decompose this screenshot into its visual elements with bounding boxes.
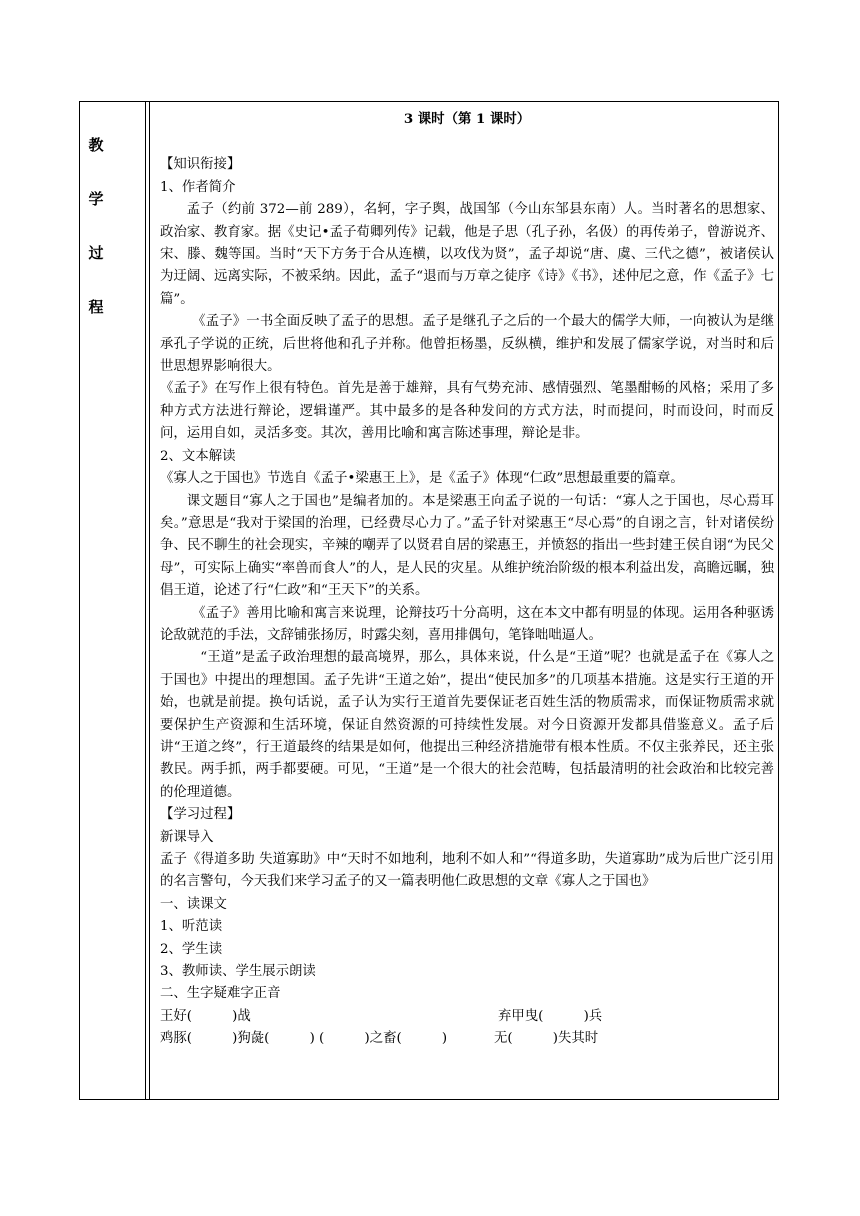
lesson-title: 3 课时（第 1 课时） — [403, 111, 531, 127]
paragraph-mencius-book: 《孟子》一书全面反映了孟子的思想。孟子是继孔子之后的一个最大的儒学大师，一向被认为是继承孔子学说的正统，后世将他和孔子并称。他曾拒杨墨，反纵横，维护和发展了儒家学说，对当时和后世思想界影响很大。 — [160, 314, 774, 375]
fill-blank-row-1 — [160, 1006, 774, 1028]
fill-blank-row-2 — [160, 1028, 774, 1050]
teaching-process-label — [80, 118, 112, 334]
paragraph-rhetoric: 《孟子》善用比喻和寓言来说理，论辩技巧十分高明，这在本文中都有明显的体现。运用各种驱诱论敌就范的手法，文辞铺张扬厉，时露尖刻，喜用排偶句，笔锋咄咄逼人。 — [160, 605, 774, 643]
subheading-author: 1、作者简介 — [160, 179, 236, 195]
paragraph-author-intro: 孟子（约前 372—前 289），名轲，字子舆，战国邹（今山东邹县东南）人。当时著名的思想家、政治家、教育家。据《史记•孟子荀卿列传》记载，他是子思（孔子孙，名伋）的再传弟子，曾游说齐、宋、滕、魏等国。当时“天下方务于合从连横，以攻伐为贤”，孟子却说“唐、虞、三代之德”，被诸侯认为迂阔、远离实际，不被采纳。因此，孟子“退而与万章之徒序《诗》《书》，述仲尼之意，作《孟子》七篇”。 — [160, 202, 774, 307]
paragraph-title-meaning: 课文题目“寡人之于国也”是编者加的。本是梁惠王向孟子说的一句话：“寡人之于国也，尽心焉耳矣。”意思是“我对于梁国的治理，已经费尽心力了。”孟子针对梁惠王“尽心焉”的自诩之言，针对诸侯纷争、民不聊生的社会现实，辛辣的嘲弄了以贤君自居的梁惠王，并愤怒的指出一些封建王侯自诩“为民父母”，可实际上确实“率兽而食人”的人，是人民的灾星。从维护统治阶级的根本利益出发，高瞻远瞩，独倡王道，论述了行“仁政”和“王天下”的关系。 — [160, 493, 774, 599]
step-teacher-read: 3、教师读、学生展示朗读 — [160, 964, 316, 980]
step-student-read: 2、学生读 — [160, 941, 223, 957]
paragraph-intro: 孟子《得道多助 失道寡助》中“天时不如地利，地利不如人和”“得道多助，失道寡助”成为后世广泛引用的名言警句，今天我们来学习孟子的又一篇表明他仁政思想的文章《寡人之于国也》 — [160, 852, 774, 890]
paragraph-kingly-way: “王道”是孟子政治理想的最高境界，那么，具体来说，什么是“王道”呢？也就是孟子在《寡人之于国也》中提出的理想国。孟子先讲“王道之始”，提出“使民加多”的几项基本措施。这是实行王道的开始，也就是前提。换句话说，孟子认为实行王道首先要保证老百姓生活的物质需求，而保证物质需求就要保护生产资源和生活环境，保证自然资源的可持续性发展。对今日资源开发都具借鉴意义。孟子后讲“王道之终”，行王道最终的结果是如何，他提出三种经济措施带有根本性质。不仅主张养民，还主张教民。两手抓，两手都要硬。可见，“王道”是一个很大的社会范畴，包括最清明的社会政治和比较完善的伦理道德。 — [160, 650, 774, 800]
fill-blank-qi-jia: 弃甲曳( )兵 — [498, 1008, 603, 1024]
section-heading-learning: 【学习过程】 — [160, 807, 241, 823]
step-read-text: 一、读课文 — [160, 896, 227, 912]
paragraph-source: 《寡人之于国也》节选自《孟子•梁惠王上》，是《孟子》体现“仁政”思想最重要的篇章。 — [160, 471, 684, 487]
column-divider — [149, 102, 150, 1099]
step-listen: 1、听范读 — [160, 919, 223, 935]
left-column — [80, 102, 146, 1099]
step-pronunciation: 二、生字疑难字正音 — [160, 986, 281, 1002]
intro-label: 新课导入 — [160, 829, 214, 845]
fill-blank-wu-shi: 无( )失其时 — [494, 1031, 599, 1047]
label-char-1: 教 — [88, 136, 104, 154]
fill-blank-ji-tun: 鸡豚( )狗彘( ) ( )之畜( ) — [160, 1031, 448, 1047]
label-char-2: 学 — [88, 190, 104, 208]
label-char-4: 程 — [88, 298, 104, 316]
content-cell — [160, 108, 774, 1051]
fill-blank-wang-hao: 王好( )战 — [160, 1008, 251, 1024]
paragraph-writing-style: 《孟子》在写作上很有特色。首先是善于雄辩，具有气势充沛、感情强烈、笔墨酣畅的风格；采用了多种方式方法进行辩论，逻辑谨严。其中最多的是各种发问的方式方法，时而提问，时而设问，时而反问，运用自如，灵活多变。其次，善用比喻和寓言陈述事理，辩论是非。 — [160, 381, 774, 442]
subheading-text-reading: 2、文本解读 — [160, 448, 236, 464]
label-char-3: 过 — [88, 244, 104, 262]
section-heading-knowledge: 【知识衔接】 — [160, 157, 241, 173]
lesson-table — [79, 101, 779, 1100]
